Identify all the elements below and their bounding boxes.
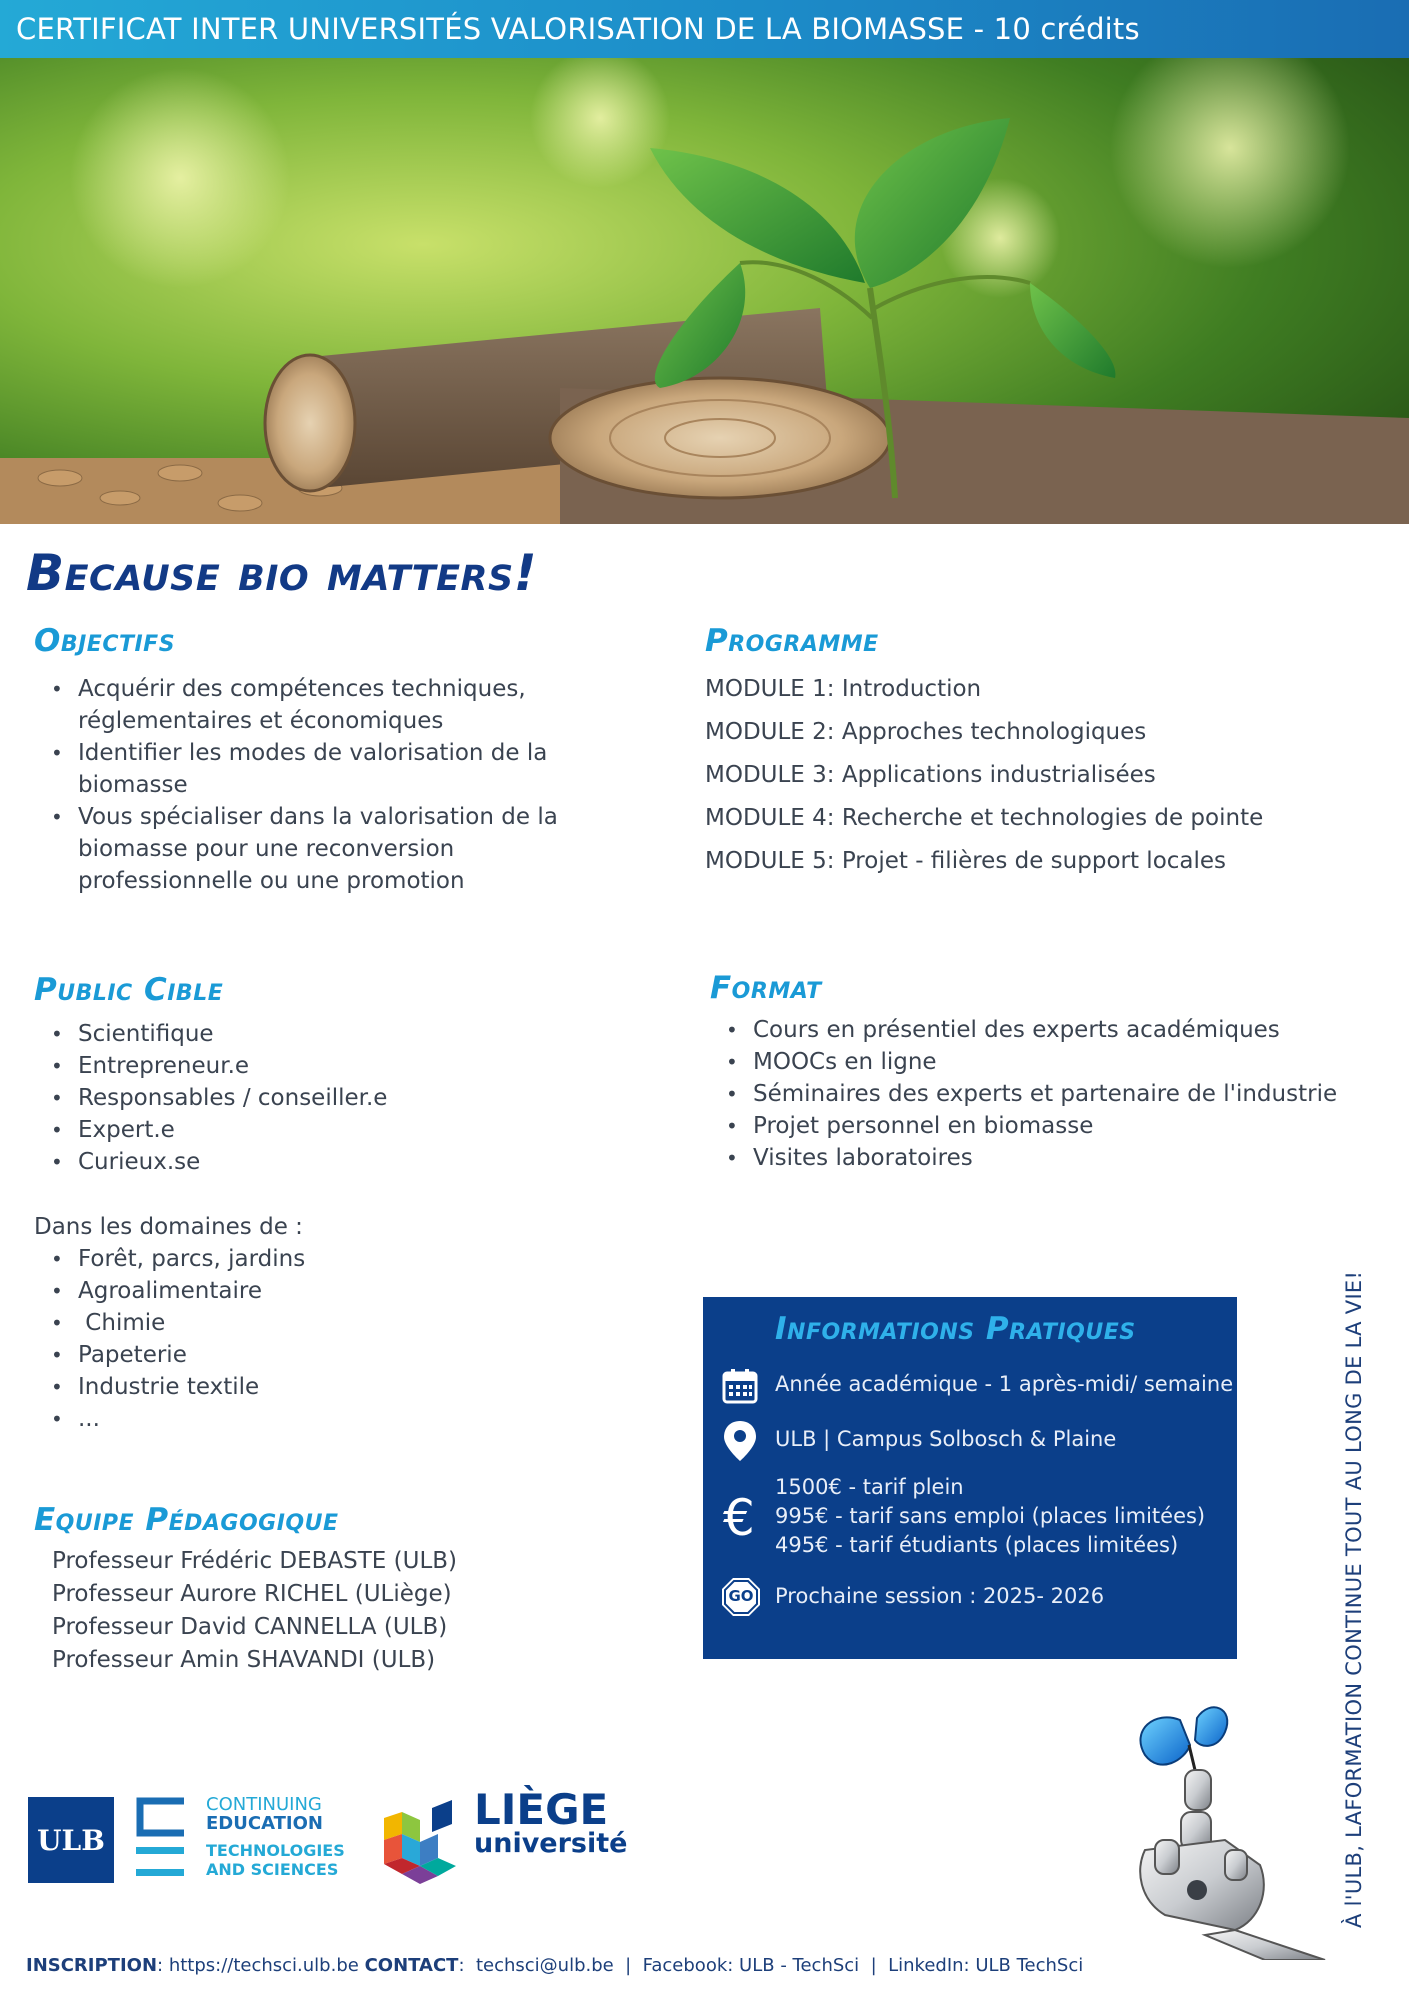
list-item: • Séminaires des experts et partenaire de l'industrie xyxy=(709,1078,1389,1110)
liege-university-logo xyxy=(474,1785,628,1859)
liege-university-emblem-icon xyxy=(380,1798,460,1888)
list-item: • Entrepreneur.e xyxy=(34,1050,634,1082)
session-text: Prochaine session : 2025- 2026 xyxy=(775,1584,1105,1608)
list-item: • MOOCs en ligne xyxy=(709,1046,1389,1078)
liege-line2: université xyxy=(474,1828,628,1859)
price-students: 495€ - tarif étudiants (places limitées) xyxy=(775,1533,1179,1557)
list-item: • Chimie xyxy=(34,1307,634,1339)
list-item: • Responsables / conseiller.e xyxy=(34,1082,634,1114)
module-item: MODULE 4: Recherche et technologies de pointe xyxy=(705,805,1264,831)
list-item: • ... xyxy=(34,1403,634,1435)
list-item: • Cours en présentiel des experts académiques xyxy=(709,1014,1389,1046)
module-item: MODULE 3: Applications industrialisées xyxy=(705,762,1156,788)
footer-contact xyxy=(26,1955,1083,1976)
list-item: • Visites laboratoires xyxy=(709,1142,1389,1174)
inscription-label: INSCRIPTION xyxy=(26,1955,158,1976)
calendar-icon xyxy=(721,1367,759,1405)
inscription-link[interactable]: : https://techsci.ulb.be xyxy=(157,1955,365,1976)
public-title: Public Cible xyxy=(34,972,224,1008)
list-item: • Acquérir des compétences techniques, réglementaires et économiques xyxy=(34,673,624,737)
continuing-education-logo xyxy=(206,1795,345,1879)
contact-label: CONTACT xyxy=(364,1955,459,1976)
hero-image xyxy=(0,58,1409,524)
liege-line1: LIÈGE xyxy=(474,1785,609,1834)
list-item: • Curieux.se xyxy=(34,1146,634,1178)
public-list xyxy=(34,1018,634,1178)
euro-icon: € xyxy=(723,1489,755,1547)
info-box xyxy=(703,1297,1237,1659)
ce-line2: EDUCATION xyxy=(206,1813,323,1834)
list-item: • Papeterie xyxy=(34,1339,634,1371)
schedule-text: Année académique - 1 après-midi/ semaine xyxy=(775,1372,1234,1396)
ce-line1: CONTINUING xyxy=(206,1794,322,1815)
top-banner xyxy=(0,0,1409,58)
list-item: • Identifier les modes de valorisation de la biomasse xyxy=(34,737,624,801)
info-title: Informations Pratiques xyxy=(775,1311,1136,1347)
list-item: • Industrie textile xyxy=(34,1371,634,1403)
list-item: • Vous spécialiser dans la valorisation de la biomasse pour une reconversion professionnelle ou une promotion xyxy=(34,801,624,897)
go-sign-label: GO xyxy=(728,1587,754,1605)
go-sign-icon xyxy=(721,1577,761,1617)
programme-list xyxy=(705,673,1385,888)
module-item: MODULE 5: Projet - filières de support locales xyxy=(705,848,1227,874)
ulb-logo-text: ULB xyxy=(37,1823,105,1857)
module-item: MODULE 1: Introduction xyxy=(705,676,982,702)
team-member: Professeur Frédéric DEBASTE (ULB) xyxy=(52,1548,458,1574)
programme-title: Programme xyxy=(705,623,879,659)
team-member: Professeur Aurore RICHEL (ULiège) xyxy=(52,1581,452,1607)
objectifs-title: Objectifs xyxy=(34,623,176,659)
module-item: MODULE 2: Approches technologiques xyxy=(705,719,1147,745)
team-member: Professeur Amin SHAVANDI (ULB) xyxy=(52,1647,436,1673)
robot-hand-butterfly-illustration xyxy=(1085,1700,1345,1960)
list-item: • Expert.e xyxy=(34,1114,634,1146)
continuing-education-mark-icon xyxy=(134,1797,188,1883)
ulb-logo xyxy=(28,1797,114,1883)
team-member: Professeur David CANNELLA (ULB) xyxy=(52,1614,448,1640)
banner-title: CERTIFICAT INTER UNIVERSITÉS VALORISATION DE LA BIOMASSE - 10 crédits xyxy=(16,12,1140,46)
domains-label: Dans les domaines de : xyxy=(34,1214,303,1240)
location-text: ULB | Campus Solbosch & Plaine xyxy=(775,1427,1117,1451)
list-item: • Scientifique xyxy=(34,1018,634,1050)
format-title: Format xyxy=(710,970,822,1006)
tagline: Because bio matters! xyxy=(26,544,538,602)
domains-list xyxy=(34,1243,634,1435)
team-list xyxy=(52,1545,457,1677)
team-title: Equipe Pédagogique xyxy=(34,1502,339,1538)
seedling-on-log-illustration xyxy=(0,58,1409,524)
ce-line4: AND SCIENCES xyxy=(206,1860,339,1879)
price-full: 1500€ - tarif plein xyxy=(775,1475,964,1499)
ce-line3: TECHNOLOGIES xyxy=(206,1841,345,1860)
list-item: • Projet personnel en biomasse xyxy=(709,1110,1389,1142)
list-item: • Agroalimentaire xyxy=(34,1275,634,1307)
list-item: • Forêt, parcs, jardins xyxy=(34,1243,634,1275)
objectifs-list xyxy=(34,673,624,897)
vertical-slogan: À l'ULB, LAFORMATION CONTINUE TOUT AU LONG DE LA VIE! xyxy=(1342,1270,1366,1928)
price-unemployed: 995€ - tarif sans emploi (places limitées) xyxy=(775,1504,1206,1528)
contact-details[interactable]: : techsci@ulb.be | Facebook: ULB - TechSci | LinkedIn: ULB TechSci xyxy=(458,1955,1084,1976)
location-pin-icon xyxy=(721,1419,759,1463)
format-list xyxy=(709,1014,1389,1174)
